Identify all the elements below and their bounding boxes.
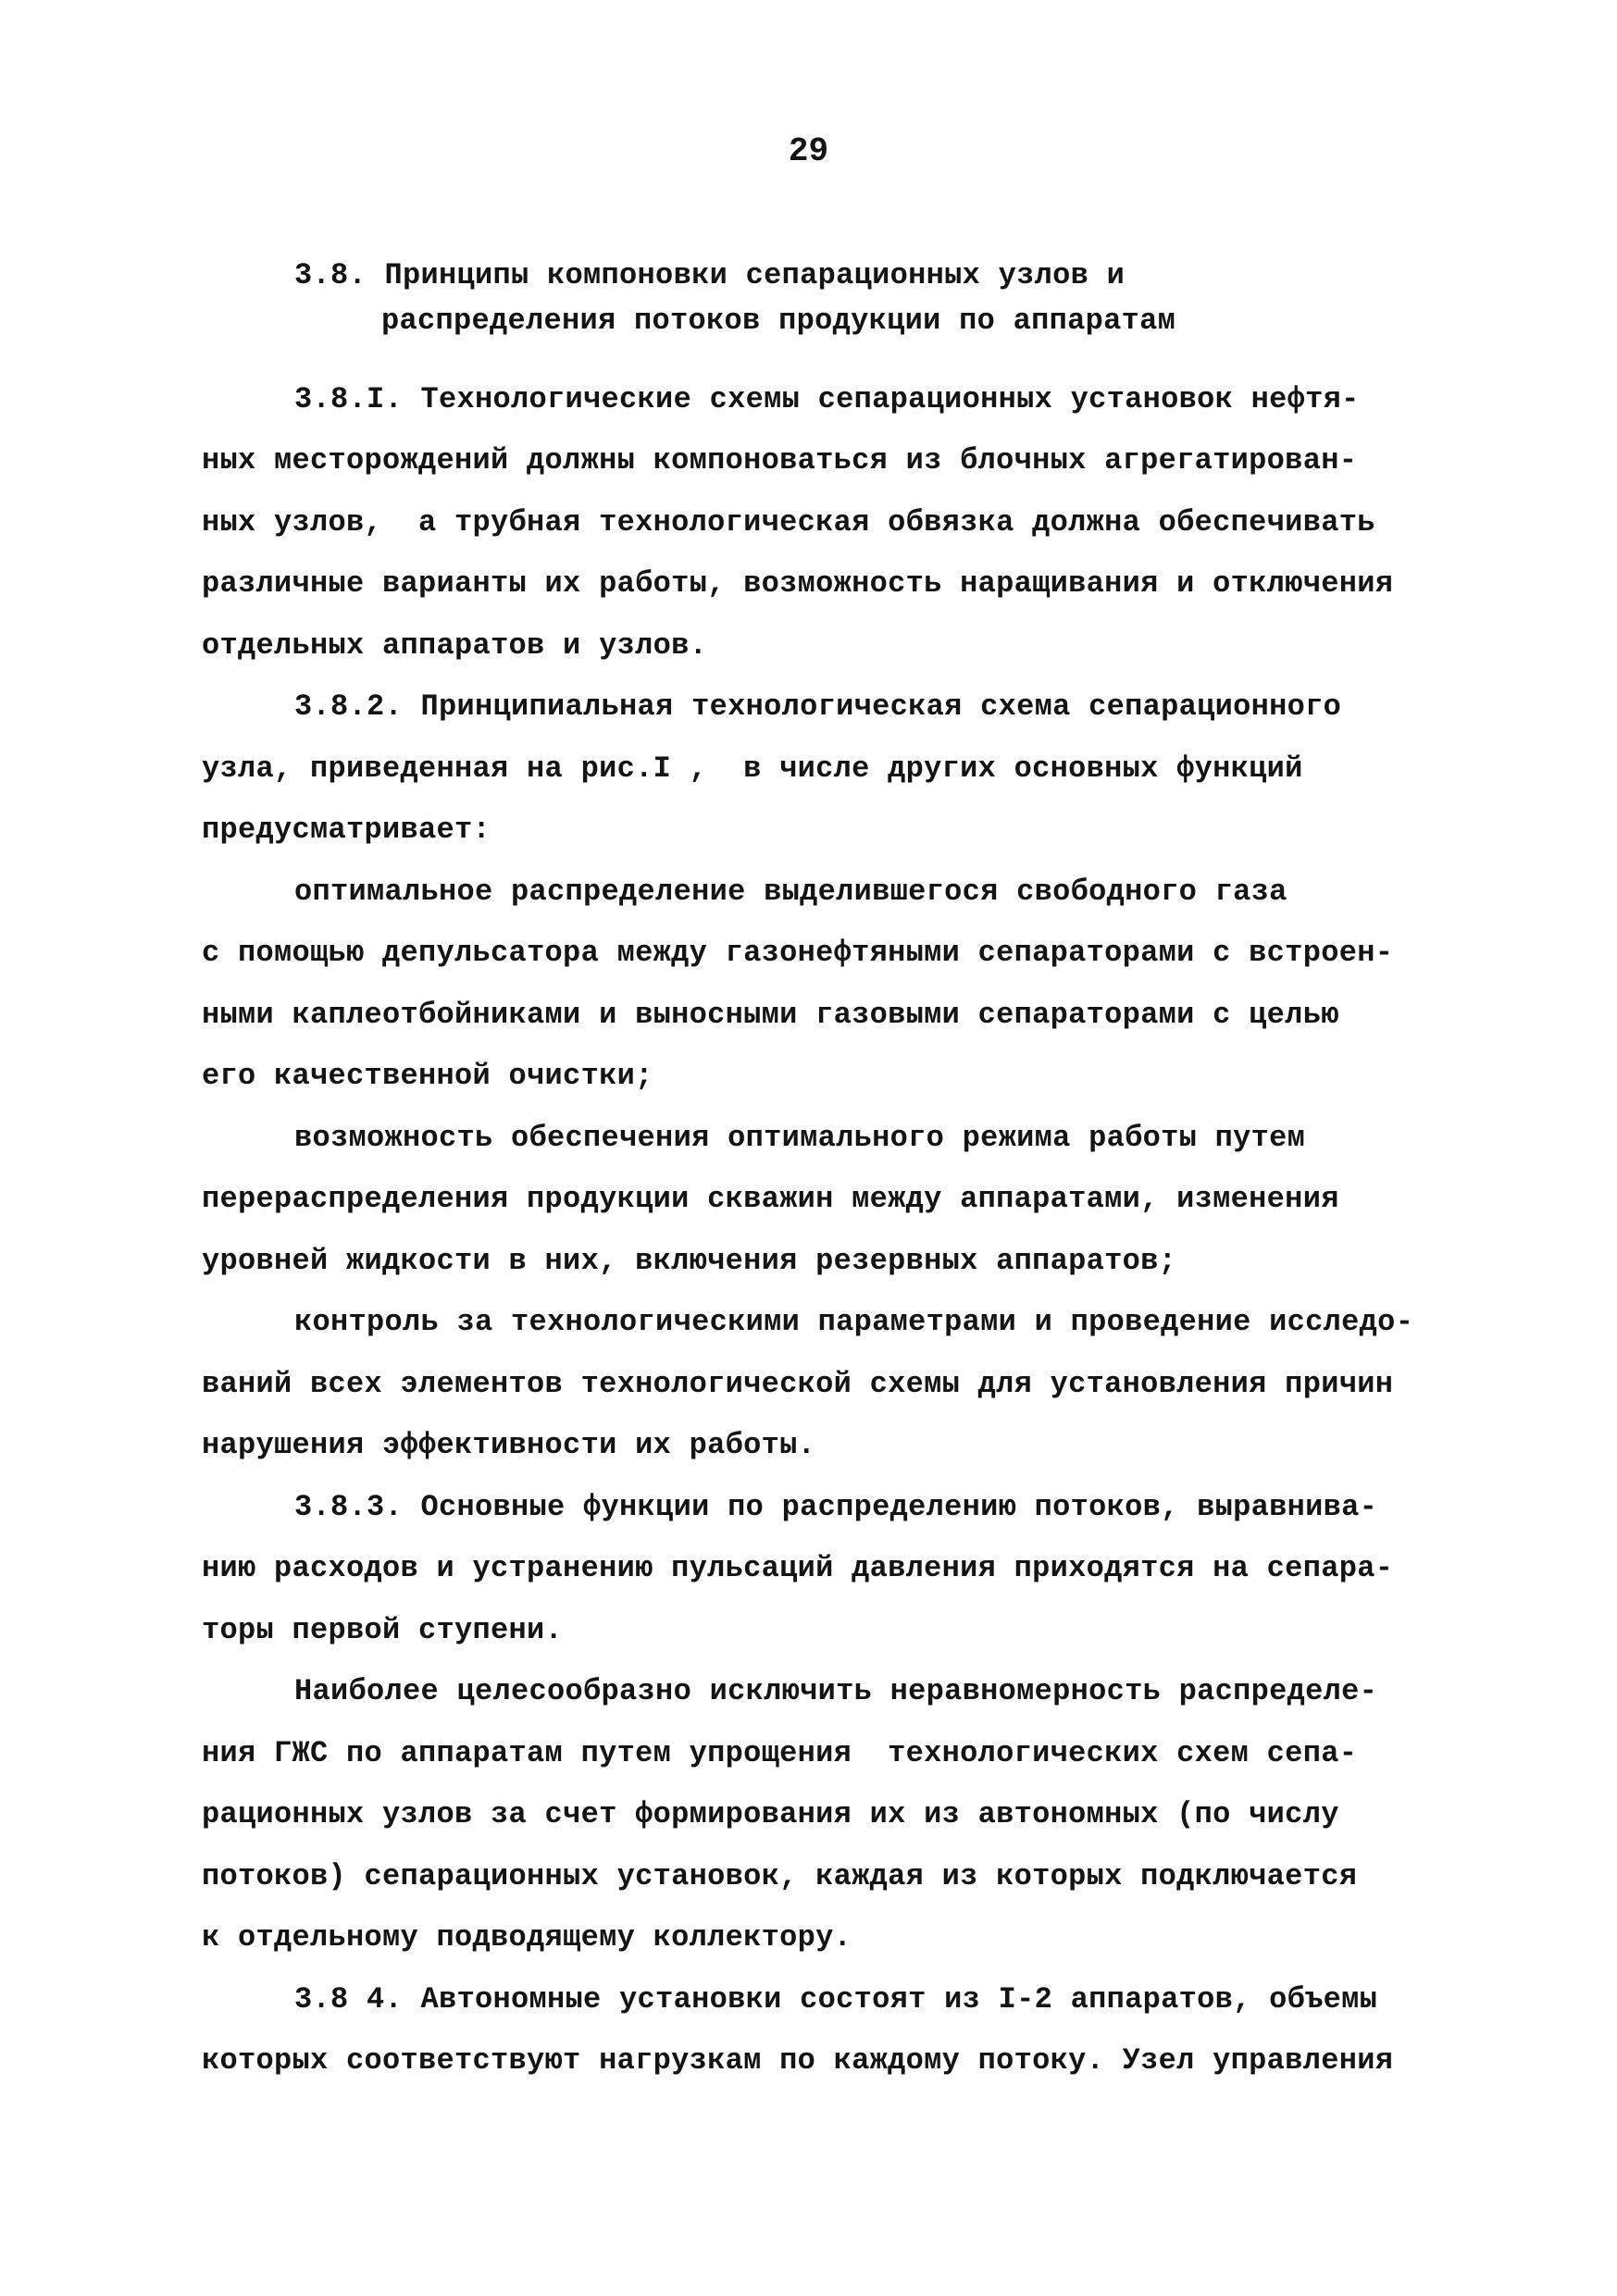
text-line: контроль за технологическими параметрами и проведение исследо- [294,1305,1414,1339]
text-line: различные варианты их работы, возможность наращивания и отключения [202,566,1394,601]
text-line: его качественной очистки; [202,1059,653,1093]
text-line: узла, приведенная на рис.I , в числе других основных функций [202,751,1303,786]
section-heading-line-1: 3.8. Принципы компоновки сепарационных узлов и [294,258,1126,292]
text-line: нию расходов и устранению пульсаций давления приходятся на сепара- [202,1551,1394,1585]
text-line: ния ГЖС по аппаратам путем упрощения технологических схем сепа- [202,1736,1358,1770]
text-line: к отдельному подводящему коллектору. [202,1920,852,1955]
text-line: предусматривает: [202,813,491,847]
section-heading-line-2: распределения потоков продукции по аппаратам [381,304,1176,338]
text-line: нарушения эффективности их работы. [202,1428,816,1462]
page-number: 29 [788,132,829,170]
text-line: ными каплеотбойниками и выносными газовыми сепараторами с целью [202,998,1339,1032]
text-line: уровней жидкости в них, включения резервных аппаратов; [202,1244,1177,1278]
text-line: 3.8 4. Автономные установки состоят из I-2 аппаратов, объемы [294,1982,1378,2017]
text-line: 3.8.3. Основные функции по распределению потоков, выравнива- [294,1490,1378,1524]
text-line: ных месторождений должны компоноваться из блочных агрегатирован- [202,443,1358,478]
text-line: возможность обеспечения оптимального режима работы путем [294,1121,1306,1155]
text-line: оптимальное распределение выделившегося свободного газа [294,875,1287,909]
text-line: Наиболее целесообразно исключить неравномерность распределе- [294,1674,1378,1708]
text-line: которых соответствуют нагрузкам по каждому потоку. Узел управления [202,2043,1394,2078]
text-line: перераспределения продукции скважин между аппаратами, изменения [202,1182,1339,1216]
text-line: потоков) сепарационных установок, каждая из которых подключается [202,1859,1358,1893]
text-line: ных узлов, а трубная технологическая обвязка должна обеспечивать [202,505,1375,540]
text-line: торы первой ступени. [202,1613,564,1647]
text-line: рационных узлов за счет формирования их из автономных (по числу [202,1797,1339,1831]
text-line: ваний всех элементов технологической схемы для установления причин [202,1367,1394,1401]
text-line: 3.8.I. Технологические схемы сепарационных установок нефтя- [294,382,1360,416]
text-line: отдельных аппаратов и узлов. [202,628,708,663]
text-line: с помощью депульсатора между газонефтяными сепараторами с встроен- [202,936,1394,970]
text-line: 3.8.2. Принципиальная технологическая схема сепарационного [294,689,1342,724]
